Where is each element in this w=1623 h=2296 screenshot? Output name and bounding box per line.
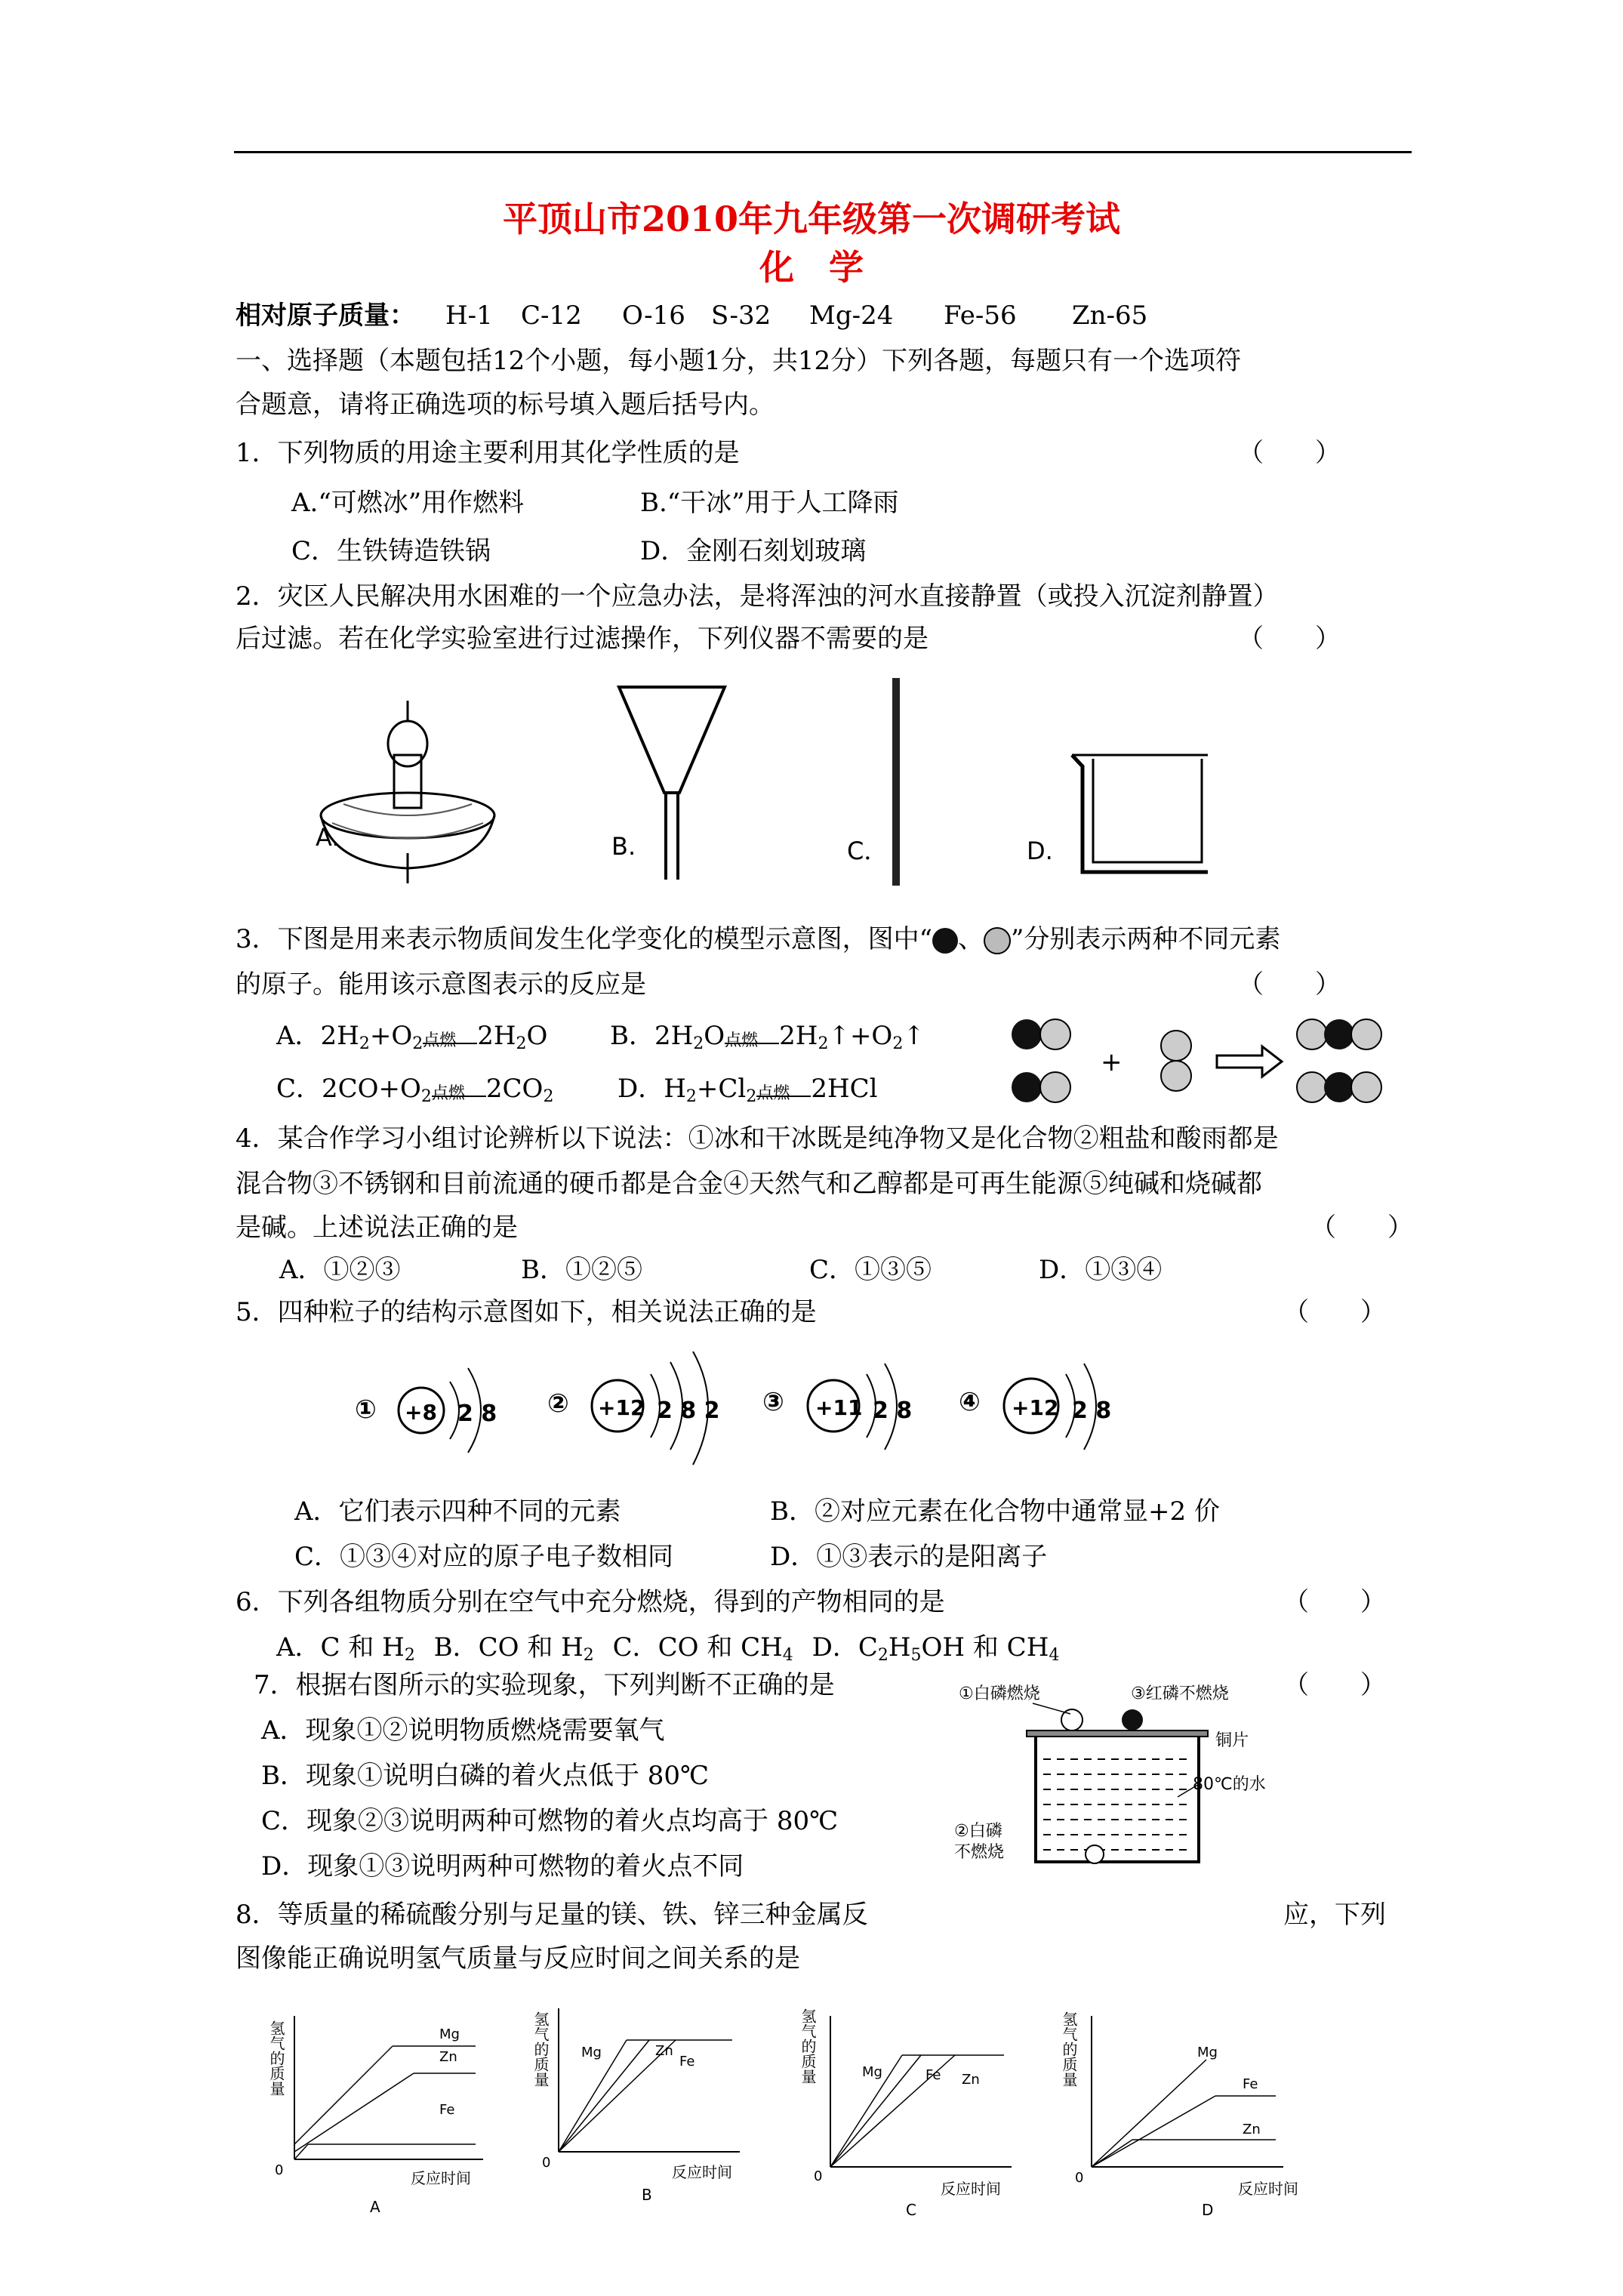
q2-label-b: B. [611,832,636,861]
beaker-with-water [1036,1737,1199,1862]
white-phosphorus-underwater-icon [1086,1845,1104,1863]
q6-options [276,1631,1059,1672]
beaker-icon [1072,755,1208,872]
graph-b-mg-label: Mg [581,2045,602,2060]
q4-option-a: A．①②③ [279,1255,401,1285]
svg-text:2 8 2: 2 8 2 [657,1398,720,1424]
section1-line1: 一、选择题（本题包括12个小题，每小题1分，共12分）下列各题，每题只有一个选项符 [236,346,1242,376]
q8-line2: 图像能正确说明氢气质量与反应时间之间关系的是 [236,1943,800,1974]
q1-option-c: C．生铁铸造铁锅 [291,536,491,566]
mass-h: H-1 [445,300,493,331]
q2-line2: 后过滤。若在化学实验室进行过滤操作，下列仪器不需要的是 [236,624,929,654]
q8-graphs [249,1986,1366,2235]
graph-d-xlabel: 反应时间 [1238,2180,1298,2198]
q1-option-a: A.“可燃冰”用作燃料 [291,488,525,518]
graph-d-zn-label: Zn [1243,2122,1261,2137]
grey-atom-icon [984,927,1011,954]
q1-answer-paren[interactable]: （ ） [1238,438,1341,468]
q2-label-c: C． [847,837,888,865]
q3-line1-text-a: 3．下图是用来表示物质间发生化学变化的模型示意图，图中“ [236,924,933,954]
mass-mg: Mg-24 [809,300,894,331]
fig-label-copper-sheet: 铜片 [1215,1731,1249,1750]
q1-stem: 1．下列物质的用途主要利用其化学性质的是 [236,438,740,468]
graph-c [799,2008,1012,2219]
fig-label-white-phosphorus-burns: ①白磷燃烧 [959,1684,1040,1703]
graph-b-fe-label: Fe [679,2054,695,2069]
graph-d-origin: 0 [1075,2170,1084,2186]
q7-combustion-experiment-figure [951,1676,1298,1880]
q7-stem: 7．根据右图所示的实验现象，下列判断不正确的是 [254,1670,835,1700]
particle-2 [547,1351,720,1465]
q5-option-d: D．①③表示的是阳离子 [770,1542,1048,1572]
q3-reaction-model [1012,1012,1404,1117]
q3-line1 [236,923,1280,956]
q4-line1: 4．某合作学习小组讨论辨析以下说法：①冰和干冰既是纯净物又是化合物②粗盐和酸雨都是 [236,1123,1279,1154]
fig-label-white-phosphorus-underwater: ②白磷 [954,1822,1002,1841]
graph-d-label: D [1202,2201,1214,2219]
subject-title: 化 学 [759,247,864,288]
q7-option-a: A．现象①②说明物质燃烧需要氧气 [261,1715,665,1746]
graph-a-ylabel: 氢气的质量 [267,2020,285,2096]
graph-c-mg-label: Mg [862,2064,882,2080]
graph-b-xlabel: 反应时间 [672,2163,732,2181]
q2-apparatus-figure [302,664,1208,891]
graph-c-ylabel: 氢气的质量 [799,2008,817,2084]
copper-sheet [1027,1730,1208,1737]
graph-b-ylabel: 氢气的质量 [531,2011,550,2087]
q3-answer-paren[interactable]: （ ） [1238,969,1341,1000]
graph-d-fe-label: Fe [1243,2076,1258,2092]
svg-text:+8: +8 [405,1400,437,1425]
graph-d-ylabel: 氢气的质量 [1060,2011,1078,2087]
q5-option-a: A．它们表示四种不同的元素 [294,1496,621,1527]
q3-line1-text-c: ”分别表示两种不同元素 [1011,924,1281,954]
graph-a-zn-label: Zn [439,2049,457,2065]
svg-text:①: ① [355,1395,377,1425]
q6-option-c: C．CO 和 $CH_4$ [612,1632,793,1665]
q7-option-b: B．现象①说明白磷的着火点低于 80℃ [261,1761,710,1791]
q4-option-d: D．①③④ [1039,1255,1163,1285]
q5-option-c: C．①③④对应的原子电子数相同 [294,1542,674,1572]
graph-c-label: C [906,2201,916,2219]
svg-text:2 8: 2 8 [873,1398,913,1424]
q4-line3: 是碱。上述说法正确的是 [236,1213,518,1243]
alcohol-lamp-icon [321,701,494,883]
graph-c-zn-label: Zn [962,2072,980,2088]
q7-option-c: C．现象②③说明两种可燃物的着火点均高于 80℃ [261,1806,839,1836]
mass-s: S-32 [711,300,771,331]
fig-label-not-burning: 不燃烧 [954,1843,1005,1862]
q4-option-b: B．①②⑤ [521,1255,642,1285]
graph-c-origin: 0 [814,2168,823,2184]
q1-option-b: B.“干冰”用于人工降雨 [640,488,899,518]
q5-particle-diagrams [355,1351,1155,1487]
graph-a-label: A [370,2198,380,2216]
q3-option-d: D．$H_2+Cl_2$ 点燃 2HCl [617,1074,878,1106]
q2-label-d: D. [1027,837,1053,865]
product-molecules [1297,1019,1381,1102]
q4-option-c: C．①③⑤ [809,1255,932,1285]
svg-text:2 8: 2 8 [457,1401,497,1427]
q3-line1-text-b: 、 [958,924,984,954]
graph-a [267,2016,483,2216]
svg-text:④: ④ [959,1387,981,1417]
q2-label-a: A. [316,823,340,852]
graph-b-label: B [642,2186,652,2204]
glass-rod-icon [892,678,900,886]
graph-d-mg-label: Mg [1197,2045,1218,2060]
reaction-plus-sign: + [1101,1047,1123,1077]
svg-text:+11: +11 [815,1395,863,1420]
graph-c-fe-label: Fe [925,2067,941,2083]
q7-option-d: D．现象①③说明两种可燃物的着火点不同 [261,1851,744,1881]
section1-line2: 合题意，请将正确选项的标号填入题后括号内。 [236,390,775,420]
red-phosphorus-icon [1122,1709,1143,1730]
particle-4 [959,1364,1111,1450]
q8-line1b: 应，下列 [1283,1900,1386,1930]
particle-1 [355,1368,497,1453]
q6-stem: 6．下列各组物质分别在空气中充分燃烧，得到的产物相同的是 [236,1587,945,1617]
reactant-molecules [1012,1019,1070,1102]
q5-option-b: B．②对应元素在化合物中通常显+2 价 [770,1496,1220,1527]
black-atom-icon [932,928,958,954]
q5-stem: 5．四种粒子的结构示意图如下，相关说法正确的是 [236,1297,817,1327]
q2-line1: 2．灾区人民解决用水困难的一个应急办法，是将浑浊的河水直接静置（或投入沉淀剂静置） [236,581,1279,612]
graph-a-mg-label: Mg [439,2026,460,2042]
q6-option-b: B．CO 和 $H_2$ [433,1632,594,1665]
q5-answer-paren[interactable]: （ ） [1283,1297,1386,1327]
fig-label-red-phosphorus-not-burning: ③红磷不燃烧 [1131,1684,1229,1703]
graph-a-fe-label: Fe [439,2102,455,2118]
q1-option-d: D．金刚石刻划玻璃 [640,536,867,566]
top-rule [234,151,1412,153]
svg-text:+12: +12 [598,1395,645,1420]
graph-a-xlabel: 反应时间 [411,2169,471,2187]
svg-text:③: ③ [762,1387,784,1417]
svg-text:+12: +12 [1012,1395,1059,1420]
q4-line2: 混合物③不锈钢和目前流通的硬币都是合金④天然气和乙醇都是可再生能源⑤纯碱和烧碱都 [236,1169,1262,1199]
reaction-arrow-icon [1217,1046,1282,1077]
graph-d [1060,2011,1298,2219]
q6-option-d: D．$C_2H_5OH$ 和 $CH_4$ [812,1632,1060,1665]
mass-zn: Zn-65 [1072,300,1148,331]
exam-title: 平顶山市2010年九年级第一次调研考试 [502,199,1121,239]
graph-a-origin: 0 [275,2162,284,2178]
q8-line1a: 8．等质量的稀硫酸分别与足量的镁、铁、锌三种金属反 [236,1900,868,1930]
mass-o: O-16 [622,300,685,331]
svg-text:②: ② [547,1388,569,1419]
q6-answer-paren[interactable]: （ ） [1283,1587,1386,1617]
graph-b-origin: 0 [542,2155,551,2171]
particle-3 [762,1364,912,1450]
mass-fe: Fe-56 [944,300,1017,331]
svg-text:2 8: 2 8 [1072,1398,1112,1424]
q6-option-a: A．C 和 $H_2$ [276,1632,415,1665]
q4-answer-paren[interactable]: （ ） [1310,1213,1413,1243]
q3-option-b: B．$2H_2O$ 点燃 $2H_2↑+O_2↑$ [610,1021,925,1053]
q2-answer-paren[interactable]: （ ） [1238,624,1341,654]
second-reactant-molecule [1161,1031,1191,1091]
mass-c: C-12 [521,300,582,331]
graph-b-zn-label: Zn [655,2043,673,2059]
graph-b [531,2008,740,2204]
q3-option-c: C．$2CO+O_2$ 点燃 $2CO_2$ [276,1074,554,1106]
atomic-mass-label: 相对原子质量： [236,300,415,331]
q7-answer-paren[interactable]: （ ） [1283,1670,1386,1700]
q3-line2: 的原子。能用该示意图表示的反应是 [236,969,646,1000]
graph-c-xlabel: 反应时间 [941,2180,1001,2198]
fig-label-water-80c: 80℃的水 [1193,1775,1266,1794]
q3-option-a: A．$2H_2+O_2$ 点燃 $2H_2O$ [276,1021,548,1053]
